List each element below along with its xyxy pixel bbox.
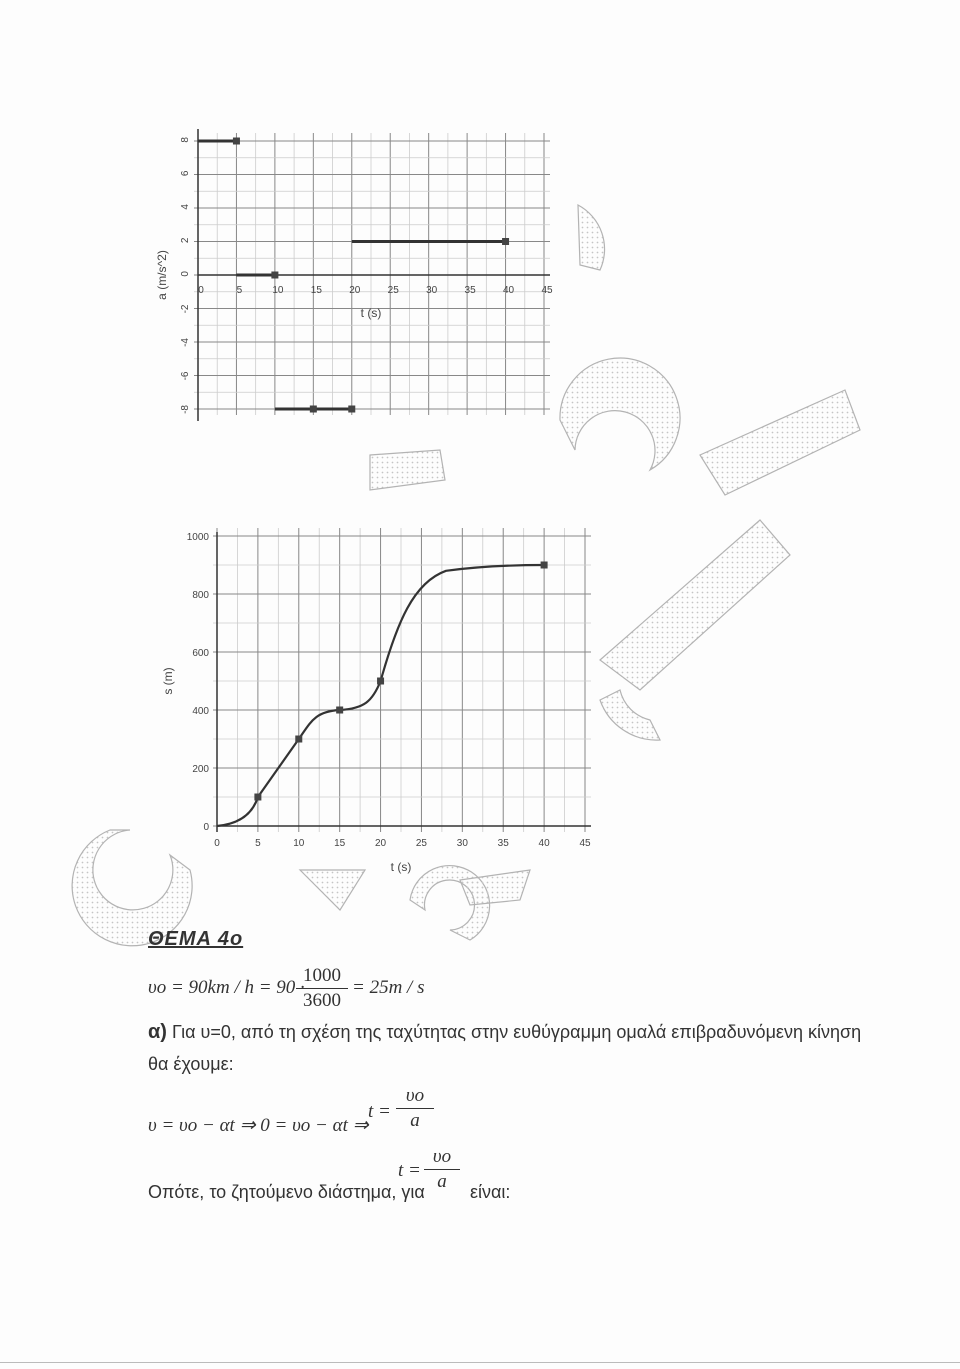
equation-velocity-conversion: υo = 90km / h = 90 · <box>148 977 305 998</box>
heading: ΘΕΜΑ 4ο <box>148 928 244 950</box>
segment-endpoint-marker <box>502 238 509 245</box>
y-tick-label: 1000 <box>186 532 209 543</box>
closing-text: Οπότε, το ζητούμενο διάστημα, για <box>148 1182 425 1202</box>
x-tick-label: 5 <box>236 285 243 296</box>
y-tick-label: 2 <box>180 237 191 244</box>
x-tick-label: 5 <box>255 838 261 849</box>
y-tick-label: 600 <box>192 648 209 659</box>
data-point-marker <box>295 736 302 743</box>
paragraph-a <box>148 1021 861 1044</box>
x-tick-label: 40 <box>538 838 550 849</box>
equation-time-label: t = <box>368 1101 391 1122</box>
y-tick-label: 8 <box>180 137 191 143</box>
data-point-marker <box>336 707 343 714</box>
equation-deceleration: υ = υo − αt ⇒ 0 = υo − αt ⇒ <box>148 1115 369 1136</box>
fraction-denominator: a <box>437 1171 447 1192</box>
x-tick-label: 45 <box>579 838 591 849</box>
y-tick-label: -2 <box>180 304 191 314</box>
y-tick-label: 800 <box>192 590 209 601</box>
x-tick-label: 30 <box>426 285 438 296</box>
segment-endpoint-marker <box>271 272 278 279</box>
y-axis-label: s (m) <box>161 667 175 695</box>
paragraph-a-label: α) <box>148 1021 167 1043</box>
x-tick-label: 15 <box>334 838 346 849</box>
y-tick-label: 0 <box>203 822 209 833</box>
fraction-denominator: 3600 <box>303 990 341 1011</box>
x-tick-label: 25 <box>415 838 428 849</box>
closing-time-label: t = <box>398 1160 421 1181</box>
closing-fraction <box>424 1146 460 1193</box>
page-bottom-rule <box>0 1362 960 1363</box>
fraction-denominator: a <box>410 1110 420 1131</box>
closing-text-end: είναι: <box>470 1182 511 1202</box>
y-tick-label: 4 <box>180 204 191 210</box>
equation-velocity-result: = 25m / s <box>352 977 425 998</box>
x-tick-label: 10 <box>272 285 284 296</box>
data-point-marker <box>541 562 548 569</box>
y-tick-label: -4 <box>180 338 191 347</box>
fraction-numerator: υo <box>432 1146 452 1167</box>
x-axis-label: t (s) <box>390 860 412 874</box>
x-axis-label: t (s) <box>360 306 382 320</box>
x-tick-label: 10 <box>293 838 305 849</box>
y-tick-label: 200 <box>192 764 209 775</box>
x-tick-label: 40 <box>502 285 515 296</box>
fraction-time <box>396 1085 434 1132</box>
data-point-marker <box>377 678 384 685</box>
fraction-numerator: 1000 <box>303 965 341 986</box>
segment-endpoint-marker <box>348 406 355 413</box>
x-tick-label: 35 <box>464 285 476 296</box>
x-tick-label: 35 <box>497 838 509 849</box>
y-tick-label: 0 <box>180 271 191 277</box>
x-tick-label: 15 <box>310 285 322 296</box>
acceleration-chart <box>155 115 580 445</box>
position-chart <box>150 520 600 880</box>
segment-endpoint-marker <box>233 138 240 145</box>
segment-marker <box>310 406 317 413</box>
x-tick-label: 25 <box>387 285 399 296</box>
y-tick-label: 6 <box>180 170 191 177</box>
x-tick-label: 20 <box>349 285 361 296</box>
x-tick-label: 0 <box>214 838 220 849</box>
x-tick-label: 30 <box>456 838 468 849</box>
y-tick-label: -8 <box>180 405 191 414</box>
fraction-numerator: υo <box>405 1085 425 1106</box>
x-tick-label: 45 <box>541 285 553 296</box>
x-tick-label: 0 <box>198 285 204 296</box>
paragraph-a-text: Για υ=0, από τη σχέση της ταχύτητας στην ευθύγραμμη ομαλά επιβραδυνόμενη κίνηση <box>171 1022 862 1042</box>
x-tick-label: 20 <box>374 838 387 849</box>
y-tick-label: 400 <box>192 706 209 717</box>
y-axis-label: a (m/s^2) <box>155 250 169 300</box>
y-tick-label: -6 <box>180 371 191 381</box>
data-point-marker <box>254 794 261 801</box>
fraction-1000-3600 <box>296 965 348 1012</box>
paragraph-a-continuation: θα έχουμε: <box>148 1054 234 1074</box>
